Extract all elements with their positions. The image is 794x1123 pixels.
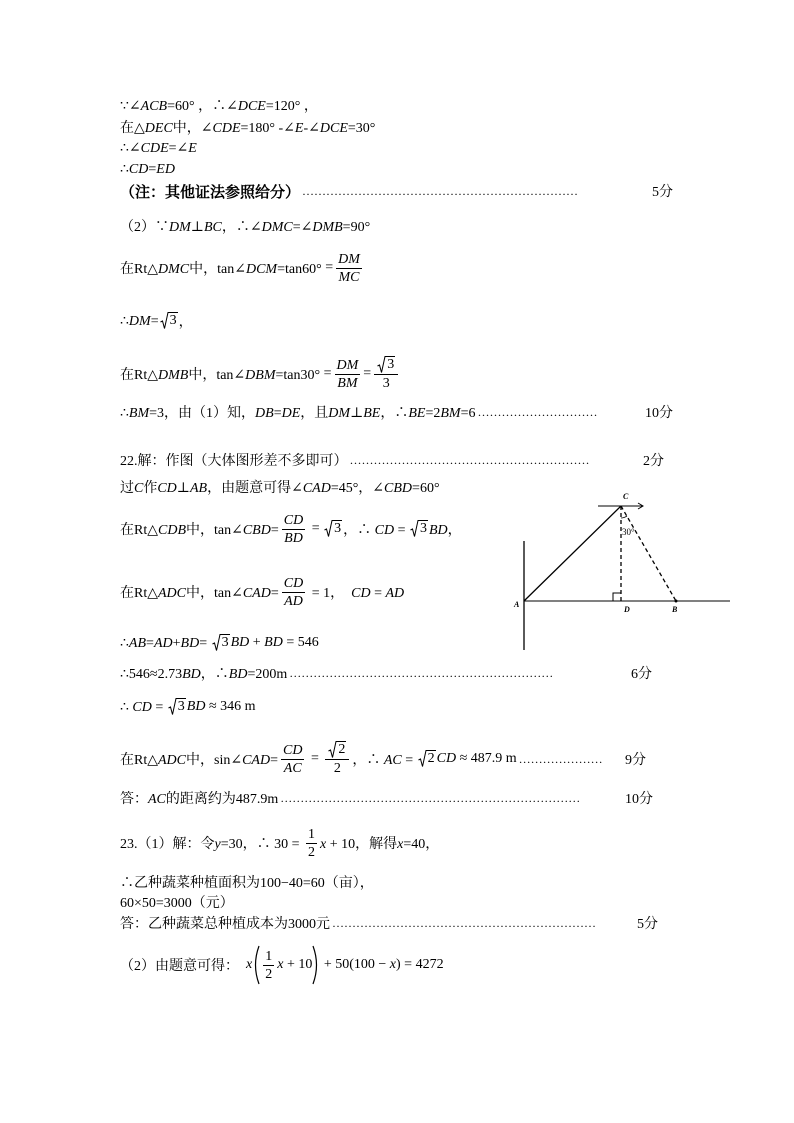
math-variable: CBD bbox=[384, 481, 413, 496]
line-text: CD ≈ 487.9 m bbox=[436, 751, 517, 766]
dotted-leader: ………………………………………………………… bbox=[332, 915, 596, 930]
math-variable: BD bbox=[228, 667, 248, 682]
score-points: 9分 bbox=[625, 753, 646, 768]
math-variable: DCM bbox=[245, 262, 278, 277]
line-text: ，∴ AC = bbox=[352, 753, 417, 768]
solution-line bbox=[120, 942, 444, 988]
fraction-numerator bbox=[282, 575, 305, 593]
math-variable: CBD bbox=[242, 523, 271, 538]
square-root bbox=[168, 698, 186, 716]
line-text: ∴乙种蔬菜种植面积为100−40=60（亩）， bbox=[120, 876, 374, 891]
radicand: 3 bbox=[334, 521, 342, 536]
line-text: ∴ CD = bbox=[120, 699, 167, 715]
solution-line bbox=[120, 633, 319, 653]
line-text: （2）由题意可得： bbox=[120, 959, 246, 974]
fraction-numerator bbox=[336, 251, 362, 269]
square-root bbox=[418, 750, 436, 768]
math-variable: AC bbox=[383, 753, 402, 768]
fraction bbox=[282, 575, 305, 610]
line-text: 在Rt△DMB中，tan∠DBM=tan30° bbox=[120, 368, 324, 383]
fraction-denominator: 2 bbox=[308, 844, 316, 860]
math-variable: CD bbox=[157, 481, 177, 496]
fraction-denominator bbox=[335, 375, 359, 392]
math-variable: AB bbox=[128, 635, 147, 651]
dotted-leader: ………………… bbox=[518, 751, 603, 766]
math-variable: DM bbox=[328, 406, 351, 421]
math-variable: BD bbox=[230, 635, 250, 650]
fraction-numerator bbox=[281, 742, 304, 760]
square-root bbox=[160, 312, 178, 330]
radicand: 2 bbox=[427, 751, 435, 766]
line-text: x + 10 bbox=[277, 957, 313, 972]
line-text: ∴546≈2.73BD，∴BD=200m bbox=[120, 667, 288, 682]
solution-line bbox=[120, 569, 404, 615]
line-text: ∵∠ACB=60° ，∴∠DCE=120° ， bbox=[120, 99, 318, 114]
math-variable: CD bbox=[282, 742, 303, 758]
math-variable: DM bbox=[128, 313, 151, 329]
math-variable: CAD bbox=[242, 753, 271, 768]
line-text: BD， bbox=[428, 523, 462, 538]
math-variable: x bbox=[397, 837, 404, 852]
dotted-leader: ………………………………………………………… bbox=[289, 665, 554, 680]
dotted-leader: ………………………………………………………………… bbox=[280, 790, 581, 805]
solution-line bbox=[120, 892, 234, 912]
radical-sign bbox=[377, 356, 386, 374]
math-variable: BD bbox=[428, 523, 448, 538]
math-variable: CD bbox=[351, 586, 371, 601]
equals-sign: = bbox=[323, 366, 332, 381]
answer-text: 答：乙种蔬菜总种植成本为3000元 bbox=[120, 917, 330, 932]
label-c: C bbox=[623, 492, 629, 501]
fraction-numerator: 1 bbox=[265, 948, 273, 964]
segment-ac bbox=[524, 506, 621, 601]
radicand: 2 bbox=[338, 742, 346, 757]
dotted-leader: …………………………………………………………… bbox=[302, 183, 579, 198]
math-variable: DE bbox=[281, 406, 301, 421]
segment-cb bbox=[621, 506, 676, 601]
math-variable: CDE bbox=[140, 140, 169, 156]
radicand: 3 bbox=[419, 521, 427, 536]
grading-note-line bbox=[120, 181, 673, 201]
right-angle-mark bbox=[613, 593, 621, 601]
line-text: 在△DEC中，∠CDE=180° -∠E-∠DCE=30° bbox=[120, 121, 376, 136]
line-text: ∴CD=ED bbox=[120, 161, 175, 177]
fraction-numerator bbox=[282, 512, 305, 530]
math-variable: BD bbox=[264, 635, 283, 650]
line-text: ∴BM=3，由（1）知，DB=DE，且DM⊥BE，∴BE=2BM=6 bbox=[120, 406, 476, 421]
line-text: 在Rt△ADC中，sin∠CAD= bbox=[120, 753, 278, 768]
math-variable: BM bbox=[128, 406, 150, 421]
equals-sign: = bbox=[308, 521, 324, 536]
math-variable: AB bbox=[189, 481, 208, 496]
math-variable: CD bbox=[436, 751, 457, 766]
grading-note: （注：其他证法参照给分） bbox=[120, 184, 301, 201]
math-variable: CD bbox=[374, 523, 395, 538]
solution-line bbox=[120, 159, 175, 179]
label-a: A bbox=[514, 600, 520, 609]
square-root bbox=[324, 520, 342, 538]
math-variable: x bbox=[389, 957, 397, 972]
score-points: 5分 bbox=[652, 185, 673, 200]
score-points: 10分 bbox=[625, 792, 653, 807]
square-root bbox=[377, 356, 395, 374]
math-variable: MC bbox=[338, 269, 360, 285]
solution-line bbox=[120, 506, 462, 552]
fraction-numerator bbox=[335, 357, 361, 375]
geometry-diagram bbox=[505, 485, 740, 655]
math-variable: CAD bbox=[242, 586, 271, 601]
equals-sign: = bbox=[307, 751, 323, 766]
solution-line bbox=[120, 477, 440, 497]
math-variable: CD bbox=[283, 512, 304, 528]
left-paren bbox=[252, 945, 260, 985]
math-variable: AC bbox=[148, 792, 166, 807]
fraction-numerator bbox=[374, 356, 398, 375]
solution-line bbox=[120, 663, 652, 683]
solution-line bbox=[120, 216, 370, 236]
line-text: 过C作CD⊥AB，由题意可得∠CAD=45°，∠CBD=60° bbox=[120, 481, 440, 496]
line-text: ， bbox=[178, 315, 193, 330]
math-variable: DMB bbox=[158, 368, 189, 383]
solution-line bbox=[120, 872, 374, 892]
fraction bbox=[325, 741, 349, 777]
radical-sign bbox=[328, 741, 337, 759]
line-text: 60×50=3000（元） bbox=[120, 896, 234, 911]
math-variable: DMC bbox=[261, 220, 293, 235]
math-variable: BM bbox=[337, 375, 358, 391]
solution-line bbox=[120, 788, 653, 808]
math-variable: BD bbox=[182, 667, 201, 682]
fraction-numerator: 1 bbox=[308, 826, 316, 842]
fraction-denominator bbox=[282, 530, 305, 547]
math-variable: DMB bbox=[312, 220, 343, 235]
math-variable: CD bbox=[132, 699, 152, 715]
line-text: 在Rt△DMC中，tan∠DCM=tan60° bbox=[120, 262, 326, 277]
line-text: 在Rt△CDB中，tan∠CBD= bbox=[120, 523, 279, 538]
math-variable: E bbox=[188, 140, 197, 156]
line-text: x + 10，解得x=40， bbox=[320, 837, 440, 852]
line-text: 在Rt△ADC中，tan∠CAD= bbox=[120, 586, 279, 601]
radicand: 3 bbox=[387, 357, 395, 372]
score-points: 10分 bbox=[645, 406, 673, 421]
fraction bbox=[336, 251, 362, 286]
label-d: D bbox=[624, 605, 630, 614]
line-text: ∴∠CDE=∠E bbox=[120, 140, 197, 156]
fraction bbox=[282, 512, 305, 547]
radicand: 3 bbox=[169, 313, 177, 328]
square-root bbox=[328, 741, 346, 759]
line-text: 22.解：作图（大体图形差不多即可） bbox=[120, 454, 348, 469]
math-variable: BE bbox=[408, 406, 426, 421]
math-variable: y bbox=[214, 837, 221, 852]
dotted-leader: ………………………… bbox=[477, 404, 598, 419]
math-variable: DB bbox=[255, 406, 274, 421]
math-variable: DCE bbox=[237, 99, 266, 114]
math-variable: CAD bbox=[302, 481, 331, 496]
math-variable: ADC bbox=[158, 753, 186, 768]
math-variable: x bbox=[246, 957, 253, 972]
radical-sign bbox=[168, 698, 177, 716]
solution-line bbox=[120, 117, 375, 137]
radicand: 3 bbox=[221, 635, 229, 650]
fraction bbox=[263, 948, 274, 983]
fraction-denominator: 2 bbox=[333, 761, 341, 776]
math-variable: CD bbox=[283, 575, 304, 591]
line-text: ∴AB=AD+BD= bbox=[120, 635, 211, 651]
math-variable: DCE bbox=[319, 121, 348, 136]
square-root bbox=[212, 634, 230, 652]
equals-sign: = bbox=[325, 260, 334, 275]
score-points: 5分 bbox=[637, 917, 658, 932]
math-variable: ACB bbox=[140, 99, 168, 114]
math-variable: C bbox=[134, 481, 144, 496]
label-b: B bbox=[672, 605, 678, 614]
math-variable: E bbox=[294, 121, 304, 136]
fraction-denominator: 2 bbox=[265, 966, 273, 982]
solution-line bbox=[120, 402, 673, 422]
solution-line bbox=[120, 913, 658, 933]
answer-text: 答：AC的距离约为487.9m bbox=[120, 792, 279, 807]
score-points: 2分 bbox=[643, 454, 664, 469]
math-variable: DM bbox=[169, 220, 191, 235]
math-variable: DM bbox=[336, 357, 359, 373]
line-text: BD + BD = 546 bbox=[230, 635, 319, 650]
math-variable: AC bbox=[283, 760, 302, 776]
solution-line bbox=[120, 245, 365, 291]
score-points: 6分 bbox=[631, 667, 652, 682]
math-variable: DBM bbox=[245, 368, 276, 383]
solution-line bbox=[120, 95, 318, 115]
line-text: = 1， CD = AD bbox=[308, 586, 405, 601]
solution-line bbox=[120, 697, 256, 717]
radical-sign bbox=[212, 634, 221, 652]
math-variable: BD bbox=[186, 699, 206, 714]
math-variable: DMC bbox=[158, 262, 190, 277]
solution-line bbox=[120, 138, 197, 158]
point-b bbox=[675, 600, 678, 603]
fraction-numerator bbox=[325, 741, 349, 760]
fraction-denominator bbox=[282, 760, 304, 777]
math-variable: x bbox=[277, 957, 284, 972]
radical-sign bbox=[410, 520, 419, 538]
math-variable: CDE bbox=[212, 121, 241, 136]
solution-line bbox=[120, 351, 401, 397]
fraction-denominator: 3 bbox=[382, 376, 390, 391]
fraction bbox=[335, 357, 361, 392]
math-variable: CDB bbox=[158, 523, 186, 538]
math-variable: AD bbox=[284, 593, 303, 609]
square-root bbox=[410, 520, 428, 538]
math-variable: ED bbox=[156, 161, 175, 177]
fraction bbox=[306, 826, 317, 861]
solution-line bbox=[120, 820, 439, 866]
solution-line bbox=[120, 311, 193, 331]
radical-sign bbox=[324, 520, 333, 538]
math-variable: BD bbox=[284, 530, 303, 546]
math-variable: BE bbox=[363, 406, 381, 421]
right-paren bbox=[312, 945, 320, 985]
math-variable: BD bbox=[180, 635, 200, 651]
radicand: 3 bbox=[177, 699, 185, 714]
equals-sign: = bbox=[363, 366, 372, 381]
radical-sign bbox=[160, 312, 169, 330]
line-text: （2）∵DM⊥BC，∴∠DMC=∠DMB=90° bbox=[120, 220, 371, 235]
fraction bbox=[281, 742, 304, 777]
fraction-denominator bbox=[282, 593, 305, 610]
math-variable: ADC bbox=[158, 586, 186, 601]
fraction-denominator bbox=[337, 269, 362, 286]
dotted-leader: …………………………………………………… bbox=[349, 452, 590, 467]
angle-arc bbox=[621, 516, 627, 518]
solution-line bbox=[120, 736, 646, 782]
angle-label: 30° bbox=[622, 527, 635, 537]
math-variable: CD bbox=[128, 161, 149, 177]
line-text: ，∴ CD = bbox=[343, 523, 409, 538]
line-text: BD ≈ 346 m bbox=[186, 699, 256, 714]
math-variable: AD bbox=[153, 635, 173, 651]
radical-sign bbox=[418, 750, 427, 768]
math-variable: DEC bbox=[144, 121, 173, 136]
fraction bbox=[374, 356, 398, 392]
line-text: ∴DM= bbox=[120, 313, 159, 329]
math-variable: DM bbox=[338, 251, 360, 267]
math-variable: BM bbox=[440, 406, 461, 421]
solution-line bbox=[120, 450, 664, 470]
math-variable: AD bbox=[385, 586, 405, 601]
line-text: 23.（1）解：令y=30，∴ 30 = bbox=[120, 837, 304, 852]
line-text: + 50(100 − x) = 4272 bbox=[320, 957, 444, 972]
math-variable: x bbox=[320, 837, 327, 852]
math-variable: BC bbox=[203, 220, 222, 235]
